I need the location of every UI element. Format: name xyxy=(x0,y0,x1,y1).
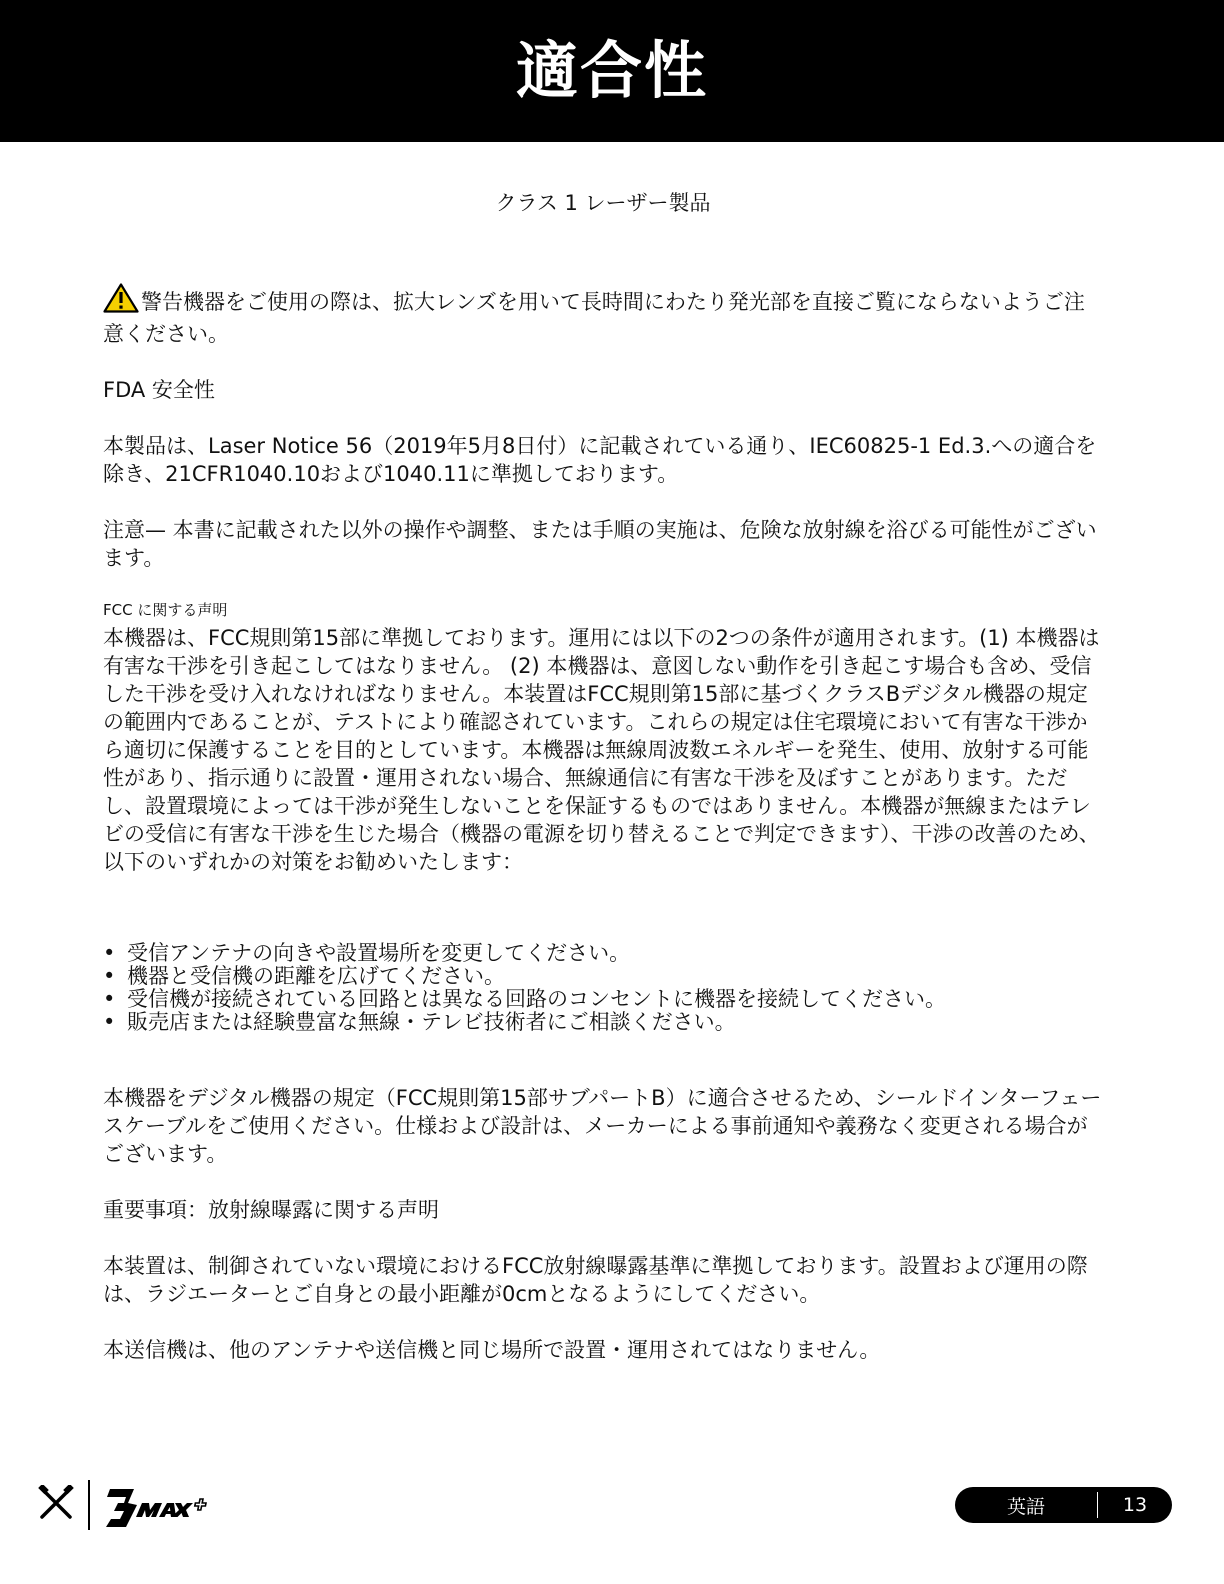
3max-logo xyxy=(104,1481,214,1529)
list-item: • 受信アンテナの向きや設置場所を変更してください。 xyxy=(103,941,631,966)
laser-class-subtitle: クラス 1 レーザー製品 xyxy=(495,191,711,215)
page-header xyxy=(0,0,1224,142)
bullet-icon: • xyxy=(103,941,116,966)
page-title: 適合性 xyxy=(515,34,708,107)
logo-divider xyxy=(88,1480,90,1530)
fcc-measures-list xyxy=(103,942,1103,1034)
language-label: 英語 xyxy=(1006,1495,1045,1518)
warning-text: 機器をご使用の際は、拡大レンズを用いて長時間にわたり発光部を直接ご覧にならないようご注意ください。 xyxy=(103,290,1085,347)
crossed-tools-icon xyxy=(38,1485,74,1525)
list-item: • 機器と受信機の距離を広げてください。 xyxy=(103,964,505,989)
bullet-icon: • xyxy=(103,964,116,989)
fda-heading: FDA 安全性 xyxy=(103,378,215,403)
rf-colocation: 本送信機は、他のアンテナや送信機と同じ場所で設置・運用されてはなりません。 xyxy=(103,1338,881,1363)
list-item: • 受信機が接続されている回路とは異なる回路のコンセントに機器を接続してください。 xyxy=(103,987,946,1012)
fda-caution: 注意— 本書に記載された以外の操作や調整、または手順の実施は、危険な放射線を浴びる可能性がございます。 xyxy=(103,518,1097,571)
content xyxy=(103,190,1103,1364)
warning-paragraph xyxy=(103,283,1103,348)
fcc-cable-text: 本機器をデジタル機器の規定（FCC規則第15部サブパートB）に適合させるため、シールドインターフェースケーブルをご使用ください。仕様および設計は、メーカーによる事前通知や義務なく変更される場合がございます。 xyxy=(103,1086,1102,1167)
warning-label: 警告 xyxy=(141,290,183,315)
fcc-heading: FCC に関する声明 xyxy=(103,601,228,620)
rf-heading: 重要事項：放射線曝露に関する声明 xyxy=(103,1198,439,1223)
rf-text: 本装置は、制御されていない環境におけるFCC放射線曝露基準に準拠しております。設置および運用の際は、ラジエーターとご自身との最小距離が0cmとなるようにしてください。 xyxy=(103,1254,1088,1307)
fcc-text: 本機器は、FCC規則第15部に準拠しております。運用には以下の2つの条件が適用されます。(1) 本機器は有害な干渉を引き起こしてはなりません。 (2) 本機器は、意図しない動作を引き起こす場合も含め、受信した干渉を受け入れなければなりません。本装置はFCC規則第15部に基づくクラスBデジタル機器の規定の範囲内であることが、テストにより確認されています。これらの規定は住宅環境において有害な干渉から適切に保護することを目的としています。本機器は無線周波数エネルギーを発生、使用、放射する可能性があり、指示通りに設置・運用されない場合、無線通信に有害な干渉を及ぼすことがあります。ただし、設置環境によっては干渉が発生しないことを保証するものではありません。本機器が無線またはテレビの受信に有害な干渉を生じた場合（機器の電源を切り替えることで判定できます）、干渉の改善のため、以下のいずれかの対策をお勧めいたします： xyxy=(103,626,1100,875)
logo-text xyxy=(104,1481,214,1529)
list-item: • 販売店または経験豊富な無線・テレビ技術者にご相談ください。 xyxy=(103,1010,736,1035)
page-indicator xyxy=(955,1487,1172,1523)
page-number: 13 xyxy=(1122,1494,1148,1516)
bullet-icon: • xyxy=(103,1010,116,1035)
bullet-icon: • xyxy=(103,987,116,1012)
fda-text: 本製品は、Laser Notice 56（2019年5月8日付）に記載されている通り、IEC60825-1 Ed.3.への適合を除き、21CFR1040.10および1040.11に準拠しております。 xyxy=(103,434,1097,487)
brand-logo xyxy=(38,1479,214,1531)
warning-triangle-icon xyxy=(103,283,139,320)
